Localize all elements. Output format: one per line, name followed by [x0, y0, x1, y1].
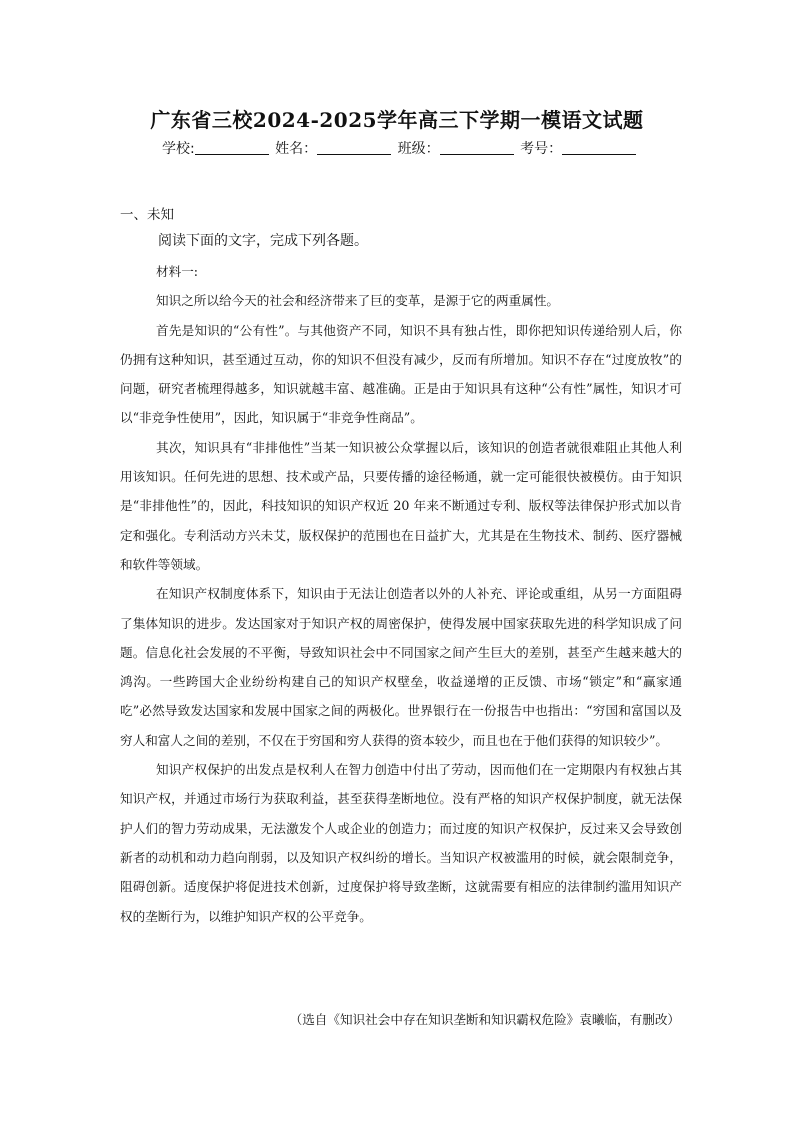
name-blank[interactable]	[317, 140, 391, 155]
reading-passage	[120, 257, 682, 931]
class-label: 班级：	[397, 141, 440, 157]
passage-source: （选自《知识社会中存在知识垄断和知识霸权危险》袁曦临，有删改）	[289, 1012, 680, 1027]
school-label: 学校:	[162, 141, 195, 157]
section-instruction: 阅读下面的文字，完成下列各题。	[158, 233, 368, 249]
passage-paragraph-5: 知识产权保护的出发点是权利人在智力创造中付出了劳动，因而他们在一定期限内有权独占其知识产权，并通过市场行为获取利益，甚至获得垄断地位。没有严格的知识产权保护制度，就无法保护人们的智力劳动成果，无法激发个人或企业的创造力；而过度的知识产权保护，反过来又会导致创新者的动机和动力趋向削弱，以及知识产权纠纷的增长。当知识产权被滥用的时候，就会限制竞争，阻碍创新。适度保护将促进技术创新，过度保护将导致垄断，这就需要有相应的法律制约滥用知识产权的垄断行为，以维护知识产权的公平竞争。	[120, 762, 682, 924]
class-blank[interactable]	[440, 140, 514, 155]
school-blank[interactable]	[195, 140, 269, 155]
exam-number-blank[interactable]	[562, 140, 636, 155]
passage-paragraph-2: 首先是知识的“公有性”。与其他资产不同，知识不具有独占性，即你把知识传递给别人后，你仍拥有这种知识，甚至通过互动，你的知识不但没有减少，反而有所增加。知识不存在“过度放牧”的问题，研究者梳理得越多，知识就越丰富、越准确。正是由于知识具有这种“公有性”属性，知识才可以“非竞争性使用”，因此，知识属于“非竞争性商品”。	[120, 322, 682, 426]
name-label: 姓名：	[275, 141, 318, 157]
exam-title: 广东省三校2024-2025学年高三下学期一模语文试题	[150, 108, 644, 132]
material-label: 材料一:	[156, 264, 199, 279]
exam-number-label: 考号：	[520, 141, 563, 157]
passage-paragraph-4: 在知识产权制度体系下，知识由于无法让创造者以外的人补充、评论或重组，从另一方面阻碍了集体知识的进步。发达国家对于知识产权的周密保护，使得发展中国家获取先进的科学知识成了问题。信息化社会发展的不平衡，导致知识社会中不同国家之间产生巨大的差别，甚至产生越来越大的鸿沟。一些跨国大企业纷纷构建自己的知识产权壁垒，收益递增的正反馈、市场“锁定”和“赢家通吃”必然导致发达国家和发展中国家之间的两极化。世界银行在一份报告中也指出：“穷国和富国以及穷人和富人之间的差别，不仅在于穷国和穷人获得的资本较少，而且也在于他们获得的知识较少”。	[120, 586, 682, 748]
section-heading: 一、未知	[120, 207, 174, 223]
passage-paragraph-1: 知识之所以给今天的社会和经济带来了巨的变革，是源于它的两重属性。	[156, 293, 559, 309]
student-info-line	[162, 138, 642, 158]
passage-paragraph-3: 其次，知识具有“非排他性”当某一知识被公众掌握以后，该知识的创造者就很难阻止其他人利用该知识。任何先进的思想、技术或产品，只要传播的途径畅通，就一定可能很快被模仿。由于知识是“非排他性”的，因此，科技知识的知识产权近 20 年来不断通过专利、版权等法律保护形式加以肯定和强化。专利活动方兴未艾，版权保护的范围也在日益扩大，尤其是在生物技术、制药、医疗器械和软件等领域。	[120, 439, 682, 572]
